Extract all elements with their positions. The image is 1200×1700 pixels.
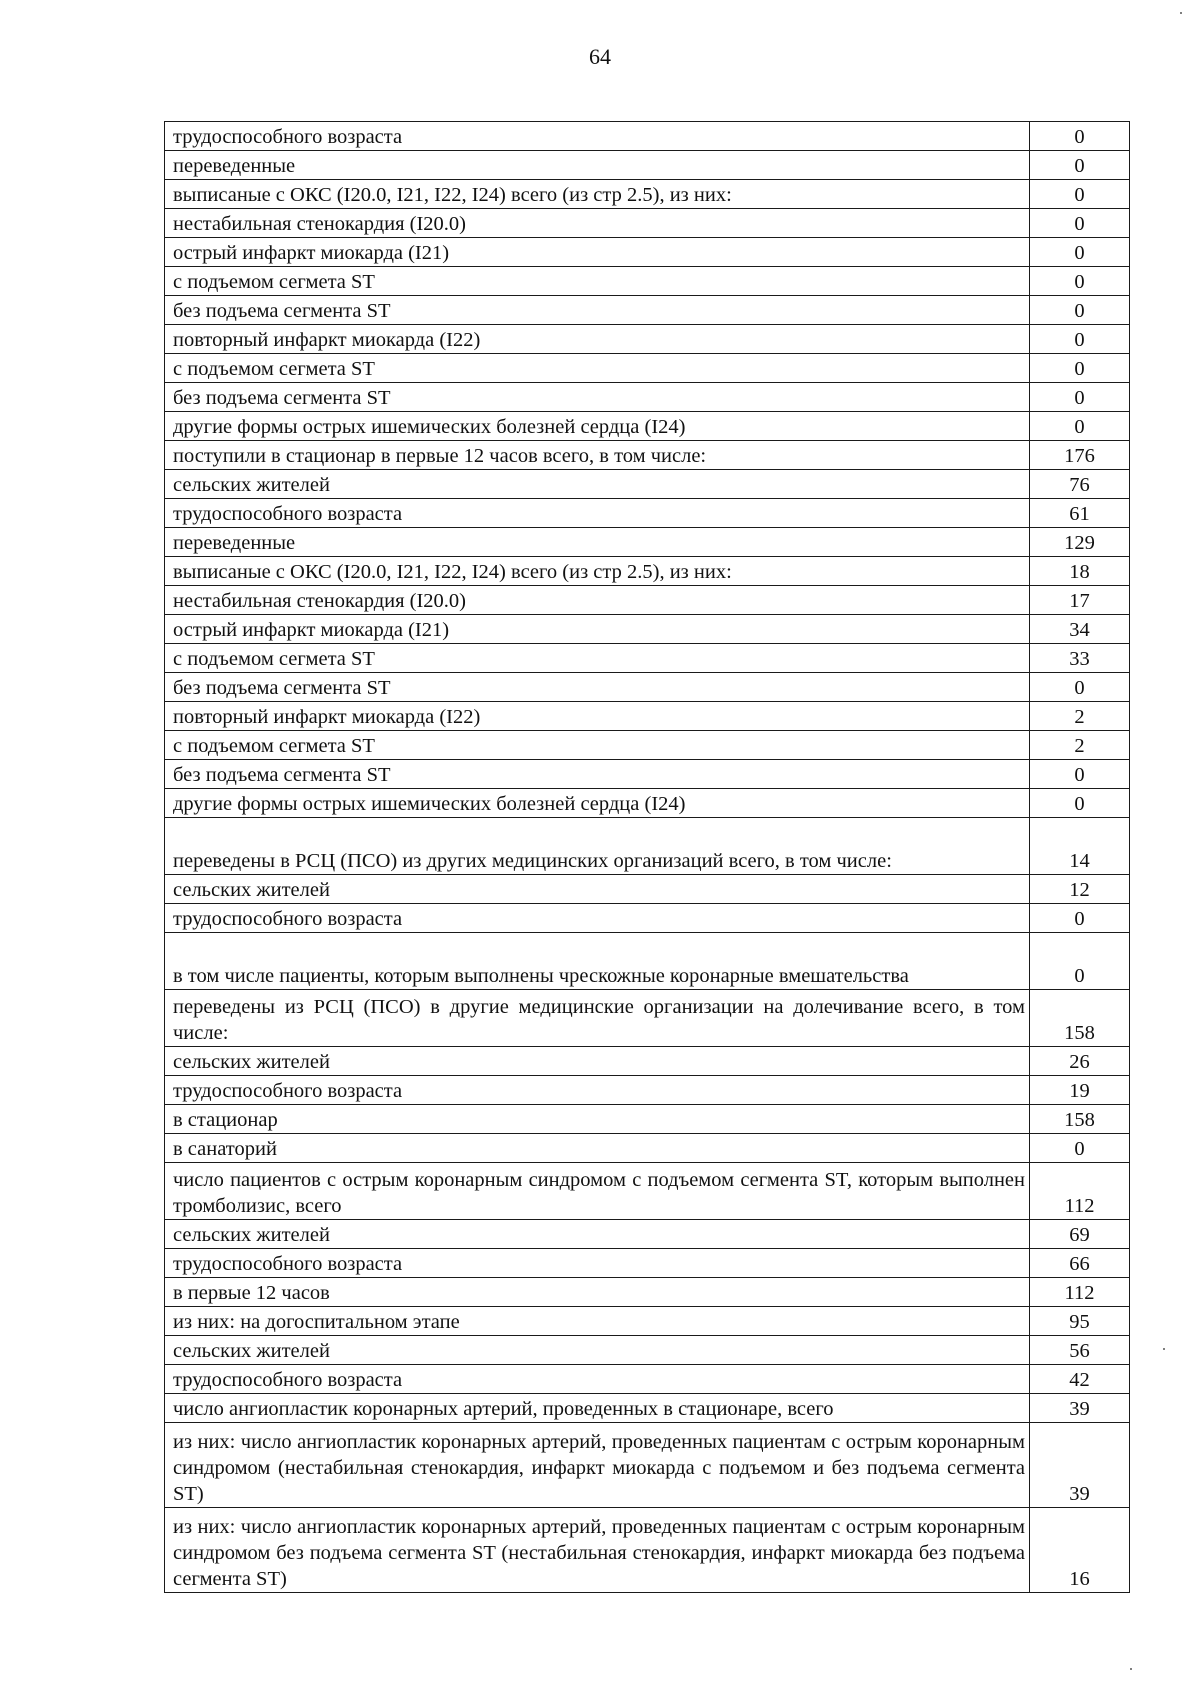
row-value: 0: [1030, 1134, 1130, 1163]
table-row: [165, 1278, 1130, 1307]
row-label: другие формы острых ишемических болезней сердца (I24): [165, 789, 1030, 818]
table-row: [165, 933, 1130, 990]
row-value: 69: [1030, 1220, 1130, 1249]
row-label: без подъема сегмента ST: [165, 673, 1030, 702]
table-row: [165, 1508, 1130, 1593]
table-row: [165, 499, 1130, 528]
row-value: 95: [1030, 1307, 1130, 1336]
row-value: 14: [1030, 818, 1130, 875]
table-row: [165, 122, 1130, 151]
row-label: в первые 12 часов: [165, 1278, 1030, 1307]
row-value: 112: [1030, 1163, 1130, 1220]
table-row: [165, 180, 1130, 209]
row-value: 0: [1030, 760, 1130, 789]
row-label: в санаторий: [165, 1134, 1030, 1163]
row-label: переведенные: [165, 151, 1030, 180]
row-value: 0: [1030, 325, 1130, 354]
row-value: 16: [1030, 1508, 1130, 1593]
table-row: [165, 1249, 1130, 1278]
row-label: нестабильная стенокардия (I20.0): [165, 586, 1030, 615]
row-value: 158: [1030, 1105, 1130, 1134]
table-row: [165, 383, 1130, 412]
row-label: из них: число ангиопластик коронарных артерий, проведенных пациентам с острым коронарным синдромом без подъема сегмента ST (нестабильная стенокардия, инфаркт миокарда без подъема сегмента ST): [165, 1508, 1030, 1593]
row-label: выписаные с ОКС (I20.0, I21, I22, I24) всего (из стр 2.5), из них:: [165, 180, 1030, 209]
table-row: [165, 470, 1130, 499]
row-value: 26: [1030, 1047, 1130, 1076]
row-value: 39: [1030, 1394, 1130, 1423]
scan-speck: [1180, 12, 1182, 14]
row-value: 129: [1030, 528, 1130, 557]
table-row: [165, 673, 1130, 702]
row-label: с подъемом сегмета ST: [165, 267, 1030, 296]
table-row: [165, 702, 1130, 731]
row-label: с подъемом сегмета ST: [165, 354, 1030, 383]
row-value: 42: [1030, 1365, 1130, 1394]
table-row: [165, 209, 1130, 238]
table-row: [165, 412, 1130, 441]
row-value: 56: [1030, 1336, 1130, 1365]
table-row: [165, 789, 1130, 818]
row-label: без подъема сегмента ST: [165, 383, 1030, 412]
statistics-table-body: [165, 122, 1130, 1593]
row-value: 0: [1030, 383, 1130, 412]
table-row: [165, 557, 1130, 586]
row-label: повторный инфаркт миокарда (I22): [165, 702, 1030, 731]
row-label: сельских жителей: [165, 470, 1030, 499]
row-value: 0: [1030, 238, 1130, 267]
row-label: трудоспособного возраста: [165, 122, 1030, 151]
row-value: 17: [1030, 586, 1130, 615]
row-label: сельских жителей: [165, 875, 1030, 904]
row-value: 39: [1030, 1423, 1130, 1508]
table-row: [165, 1076, 1130, 1105]
row-value: 76: [1030, 470, 1130, 499]
row-value: 112: [1030, 1278, 1130, 1307]
row-value: 19: [1030, 1076, 1130, 1105]
row-label: в стационар: [165, 1105, 1030, 1134]
table-row: [165, 1134, 1130, 1163]
row-label: выписаные с ОКС (I20.0, I21, I22, I24) всего (из стр 2.5), из них:: [165, 557, 1030, 586]
row-label: в том числе пациенты, которым выполнены чрескожные коронарные вмешательства: [165, 933, 1030, 990]
row-label: другие формы острых ишемических болезней сердца (I24): [165, 412, 1030, 441]
table-row: [165, 1105, 1130, 1134]
page-number: 64: [589, 44, 611, 69]
table-row: [165, 990, 1130, 1047]
row-value: 0: [1030, 933, 1130, 990]
table-row: [165, 644, 1130, 673]
table-row: [165, 354, 1130, 383]
table-row: [165, 267, 1130, 296]
row-label: переведенные: [165, 528, 1030, 557]
table-row: [165, 1307, 1130, 1336]
table-row: [165, 615, 1130, 644]
row-label: переведены из РСЦ (ПСО) в другие медицинские организации на долечивание всего, в том числе:: [165, 990, 1030, 1047]
row-label: поступили в стационар в первые 12 часов всего, в том числе:: [165, 441, 1030, 470]
row-label: трудоспособного возраста: [165, 1365, 1030, 1394]
table-row: [165, 1220, 1130, 1249]
row-value: 176: [1030, 441, 1130, 470]
row-value: 0: [1030, 412, 1130, 441]
scan-speck: [1163, 1348, 1165, 1350]
row-label: трудоспособного возраста: [165, 904, 1030, 933]
row-label: сельских жителей: [165, 1047, 1030, 1076]
table-row: [165, 1394, 1130, 1423]
row-value: 66: [1030, 1249, 1130, 1278]
row-value: 18: [1030, 557, 1130, 586]
row-label: нестабильная стенокардия (I20.0): [165, 209, 1030, 238]
table-row: [165, 296, 1130, 325]
row-value: 0: [1030, 209, 1130, 238]
row-label: из них: число ангиопластик коронарных артерий, проведенных пациентам с острым коронарным синдромом (нестабильная стенокардия, инфаркт миокарда с подъемом и без подъема сегмента ST): [165, 1423, 1030, 1508]
row-value: 0: [1030, 151, 1130, 180]
row-label: из них: на догоспитальном этапе: [165, 1307, 1030, 1336]
row-value: 0: [1030, 180, 1130, 209]
table-row: [165, 151, 1130, 180]
row-label: с подъемом сегмета ST: [165, 731, 1030, 760]
row-label: переведены в РСЦ (ПСО) из других медицинских организаций всего, в том числе:: [165, 818, 1030, 875]
table-row: [165, 1423, 1130, 1508]
table-row: [165, 325, 1130, 354]
row-label: трудоспособного возраста: [165, 1249, 1030, 1278]
row-value: 158: [1030, 990, 1130, 1047]
row-label: повторный инфаркт миокарда (I22): [165, 325, 1030, 354]
table-row: [165, 1163, 1130, 1220]
table-row: [165, 731, 1130, 760]
row-label: с подъемом сегмета ST: [165, 644, 1030, 673]
table-row: [165, 1365, 1130, 1394]
row-label: сельских жителей: [165, 1336, 1030, 1365]
table-row: [165, 904, 1130, 933]
table-row: [165, 441, 1130, 470]
row-value: 0: [1030, 673, 1130, 702]
row-value: 0: [1030, 267, 1130, 296]
row-value: 0: [1030, 122, 1130, 151]
table-row: [165, 760, 1130, 789]
row-value: 34: [1030, 615, 1130, 644]
row-label: число ангиопластик коронарных артерий, проведенных в стационаре, всего: [165, 1394, 1030, 1423]
row-value: 0: [1030, 296, 1130, 325]
statistics-table: [164, 121, 1130, 1593]
row-label: без подъема сегмента ST: [165, 296, 1030, 325]
row-value: 61: [1030, 499, 1130, 528]
row-value: 0: [1030, 904, 1130, 933]
table-row: [165, 528, 1130, 557]
row-label: без подъема сегмента ST: [165, 760, 1030, 789]
table-row: [165, 1047, 1130, 1076]
row-value: 0: [1030, 789, 1130, 818]
row-label: трудоспособного возраста: [165, 499, 1030, 528]
row-value: 33: [1030, 644, 1130, 673]
row-label: трудоспособного возраста: [165, 1076, 1030, 1105]
row-label: острый инфаркт миокарда (I21): [165, 238, 1030, 267]
table-row: [165, 586, 1130, 615]
row-value: 2: [1030, 731, 1130, 760]
row-value: 2: [1030, 702, 1130, 731]
row-label: острый инфаркт миокарда (I21): [165, 615, 1030, 644]
row-label: сельских жителей: [165, 1220, 1030, 1249]
table-row: [165, 238, 1130, 267]
row-value: 0: [1030, 354, 1130, 383]
table-row: [165, 818, 1130, 875]
row-label: число пациентов с острым коронарным синдромом с подъемом сегмента ST, которым выполнен тромболизис, всего: [165, 1163, 1030, 1220]
table-row: [165, 1336, 1130, 1365]
scan-speck: [1130, 1668, 1132, 1670]
table-row: [165, 875, 1130, 904]
row-value: 12: [1030, 875, 1130, 904]
